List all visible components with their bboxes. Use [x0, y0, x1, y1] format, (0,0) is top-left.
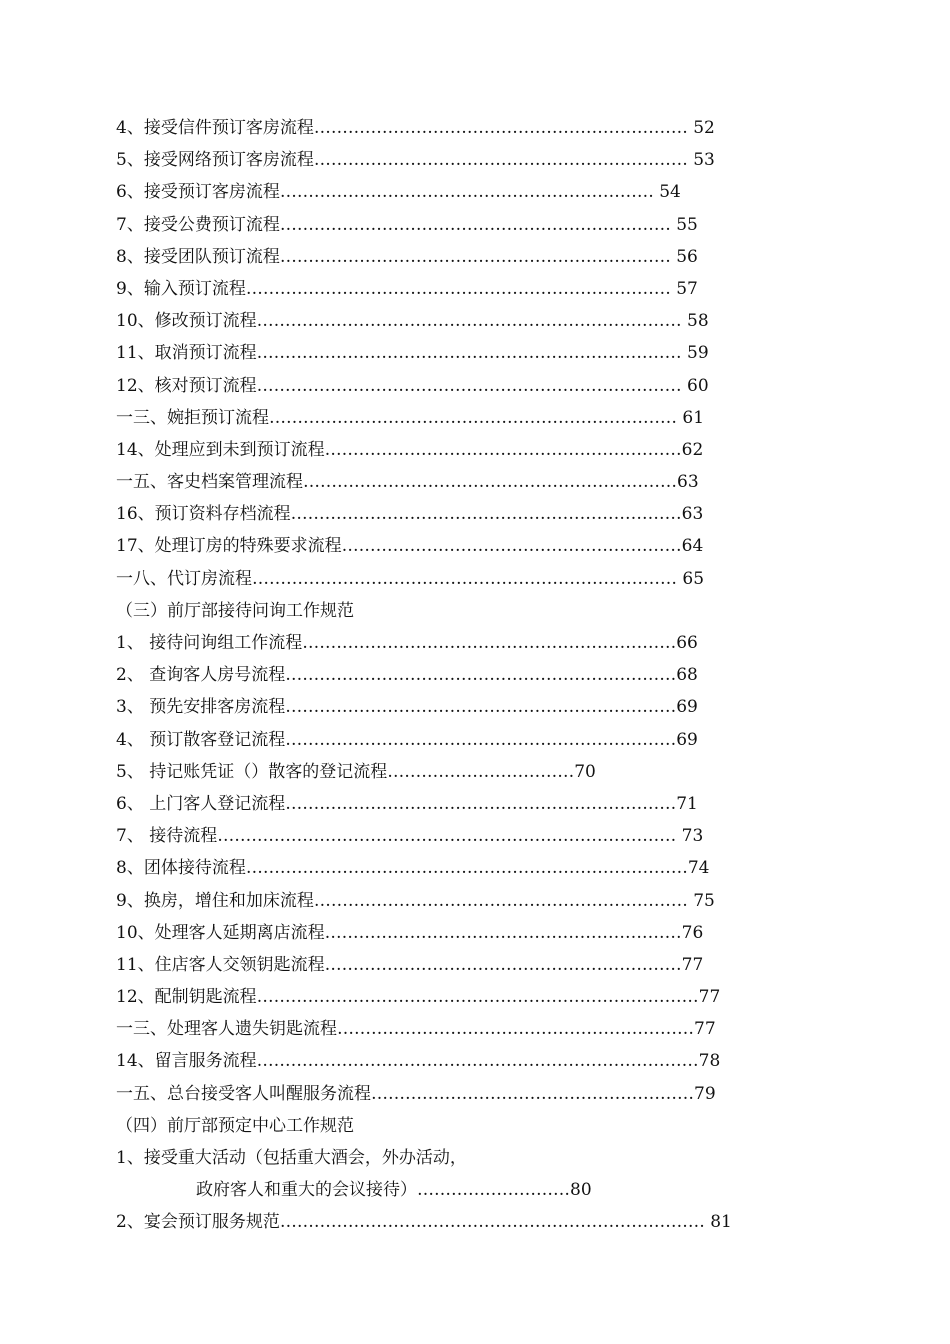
- toc-entry-9-input-reservation: 9、输入预订流程………………………………………………………………… 57: [116, 278, 698, 299]
- toc-entry-s3-2: 2、 查询客人房号流程……………………………………………………………68: [116, 665, 698, 686]
- toc-entry-6-room-reservation: 6、接受预订客房流程………………………………………………………… 54: [116, 182, 681, 203]
- toc-entry-s3-5: 5、 持记账凭证（）散客的登记流程……………………………70: [116, 761, 596, 782]
- toc-entry-8-group-reservation: 8、接受团队预订流程…………………………………………………………… 56: [116, 246, 698, 267]
- toc-entry-5-online-reservation: 5、接受网络预订客房流程………………………………………………………… 53: [116, 150, 715, 171]
- toc-entry-14-no-show: 14、处理应到未到预订流程………………………………………………………62: [116, 439, 704, 460]
- toc-entry-s4-2: 2、宴会预订服务规范………………………………………………………………… 81: [116, 1212, 732, 1233]
- toc-section-heading-3: （三）前厅部接待问询工作规范: [116, 600, 354, 621]
- toc-entry-17-special-requests: 17、处理订房的特殊要求流程……………………………………………………64: [116, 536, 704, 557]
- toc-entry-s3-6: 6、 上门客人登记流程……………………………………………………………71: [116, 793, 698, 814]
- toc-section-heading-4: （四）前厅部预定中心工作规范: [116, 1115, 354, 1136]
- toc-entry-18-proxy-booking: 一八、代订房流程………………………………………………………………… 65: [116, 568, 705, 589]
- toc-entry-4-letter-reservation: 4、接受信件预订客房流程………………………………………………………… 52: [116, 118, 715, 138]
- toc-entry-s3-9: 9、换房，增住和加床流程………………………………………………………… 75: [116, 890, 715, 911]
- toc-entry-s3-8: 8、团体接待流程……………………………………………………………………74: [116, 858, 710, 879]
- toc-entry-s3-11: 11、住店客人交领钥匙流程………………………………………………………77: [116, 954, 704, 975]
- toc-entry-s3-7: 7、 接待流程……………………………………………………………………… 73: [116, 826, 704, 847]
- toc-entry-s3-10: 10、处理客人延期离店流程………………………………………………………76: [116, 922, 704, 943]
- toc-entry-s3-14: 14、留言服务流程……………………………………………………………………78: [116, 1051, 721, 1072]
- toc-entry-s3-12: 12、配制钥匙流程……………………………………………………………………77: [116, 987, 721, 1008]
- toc-entry-16-archive: 16、预订资料存档流程……………………………………………………………63: [116, 504, 704, 525]
- table-of-contents: [116, 112, 950, 1239]
- toc-entry-7-public-reservation: 7、接受公费预订流程…………………………………………………………… 55: [116, 214, 698, 235]
- toc-entry-s3-13: 一三、处理客人遗失钥匙流程………………………………………………………77: [116, 1019, 716, 1040]
- toc-entry-s3-15: 一五、总台接受客人叫醒服务流程…………………………………………………79: [116, 1083, 716, 1104]
- toc-entry-15-guest-history: 一五、客史档案管理流程…………………………………………………………63: [116, 472, 699, 493]
- toc-entry-s4-1: 1、接受重大活动（包括重大酒会，外办活动，: [116, 1148, 467, 1168]
- toc-entry-11-cancel-reservation: 11、取消预订流程………………………………………………………………… 59: [116, 343, 709, 364]
- toc-entry-12-verify-reservation: 12、核对预订流程………………………………………………………………… 60: [116, 375, 709, 396]
- toc-entry-s3-4: 4、 预订散客登记流程……………………………………………………………69: [116, 729, 698, 750]
- toc-entry-10-modify-reservation: 10、修改预订流程………………………………………………………………… 58: [116, 311, 709, 332]
- toc-entry-s3-1: 1、 接待问询组工作流程…………………………………………………………66: [116, 633, 698, 653]
- toc-entry-s3-3: 3、 预先安排客房流程……………………………………………………………69: [116, 697, 698, 718]
- toc-entry-13-decline-reservation: 一三、婉拒预订流程……………………………………………………………… 61: [116, 407, 705, 428]
- toc-entry-s4-1-continued: 政府客人和重大的会议接待）………………………80: [196, 1180, 592, 1201]
